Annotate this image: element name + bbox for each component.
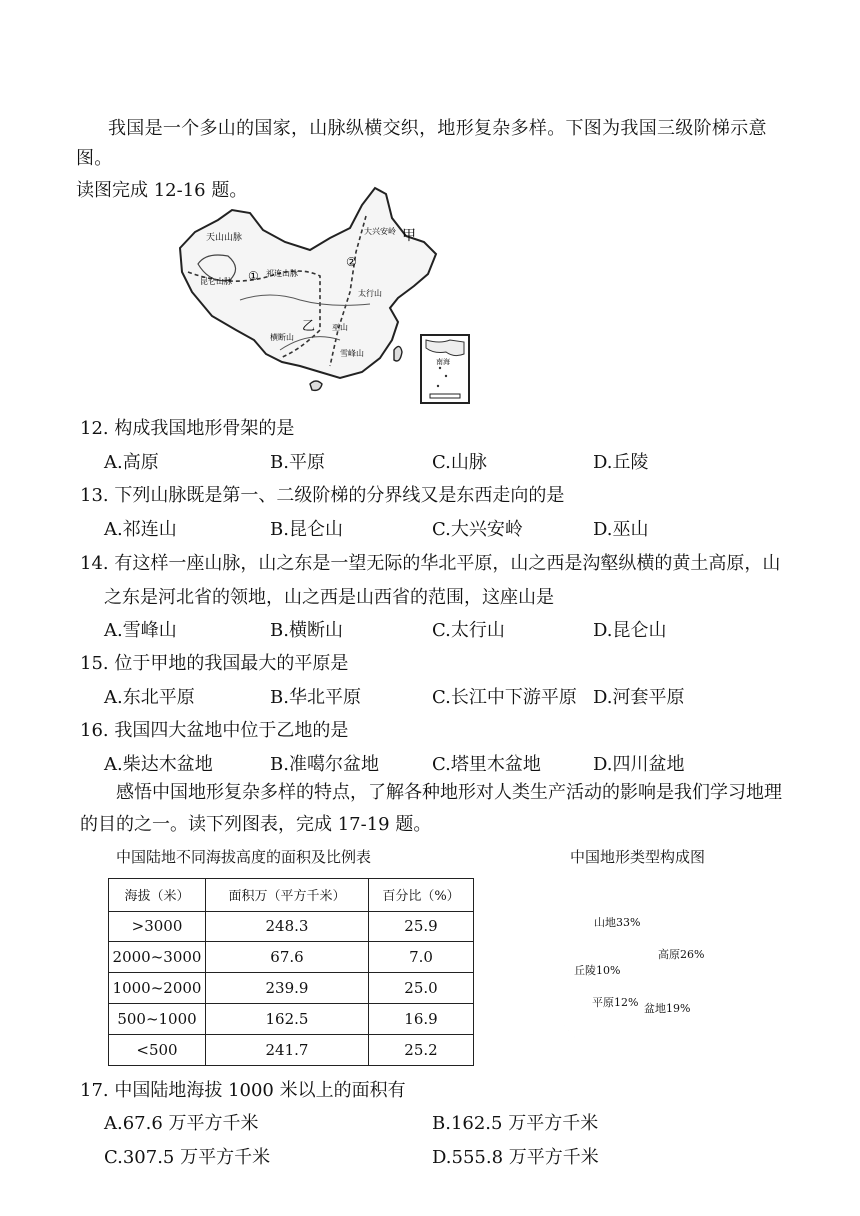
table-cell-percent: 25.9: [369, 911, 474, 942]
terrain-pie-chart: [540, 890, 770, 1060]
inset-label-nanhai: 南海: [436, 358, 450, 366]
table-row: [109, 942, 474, 973]
q16-option-c[interactable]: C.塔里木盆地: [432, 754, 541, 775]
intro-line-2: 读图完成 12-16 题。: [76, 180, 248, 201]
q14-option-d[interactable]: D.昆仑山: [593, 620, 667, 641]
table-cell-percent: 25.0: [369, 973, 474, 1004]
table-cell-percent: 7.0: [369, 942, 474, 973]
intro-line-1: 我国是一个多山的国家，山脉纵横交织，地形复杂多样。下图为我国三级阶梯示意图。: [76, 118, 767, 169]
pie-label-plain: 平原12%: [592, 996, 639, 1009]
table-row: [109, 973, 474, 1004]
pie-label-basin: 盆地19%: [644, 1002, 691, 1015]
table-header-area: 面积万（平方千米）: [206, 879, 369, 912]
q15-option-b[interactable]: B.华北平原: [270, 687, 361, 708]
map-label-qilian: 祁连山脉: [266, 269, 298, 278]
q17-option-a[interactable]: A.67.6 万平方千米: [104, 1113, 259, 1134]
question-15-stem: 15. 位于甲地的我国最大的平原是: [80, 653, 349, 674]
map-label-xuefeng: 雪峰山: [340, 349, 364, 358]
q15-option-c[interactable]: C.长江中下游平原: [432, 687, 577, 708]
table-cell-area: 248.3: [206, 911, 369, 942]
q12-option-d[interactable]: D.丘陵: [593, 452, 649, 473]
intro2-line-2: 的目的之一。读下列图表，完成 17-19 题。: [80, 814, 432, 835]
table-cell-altitude: 500~1000: [109, 1004, 206, 1035]
map-label-hengduan: 横断山: [270, 333, 294, 342]
q12-option-b[interactable]: B.平原: [270, 452, 325, 473]
table-title: 中国陆地不同海拔高度的面积及比例表: [116, 848, 372, 866]
table-cell-area: 67.6: [206, 942, 369, 973]
map-label-taihang: 太行山: [358, 289, 382, 298]
intro2-line-1: 感悟中国地形复杂多样的特点，了解各种地形对人类生产活动的影响是我们学习地理: [116, 782, 782, 803]
q16-option-b[interactable]: B.准噶尔盆地: [270, 754, 379, 775]
map-label-daxing: 大兴安岭: [364, 227, 396, 236]
pie-chart-title: 中国地形类型构成图: [570, 848, 706, 866]
inset-island: [437, 385, 439, 387]
q14-option-b[interactable]: B.横断山: [270, 620, 343, 641]
map-marker-2: ②: [346, 255, 357, 269]
q15-option-a[interactable]: A.东北平原: [104, 687, 195, 708]
inset-island: [445, 375, 447, 377]
question-17-stem: 17. 中国陆地海拔 1000 米以上的面积有: [80, 1080, 406, 1101]
taiwan-island: [394, 346, 402, 361]
question-16-stem: 16. 我国四大盆地中位于乙地的是: [80, 720, 349, 741]
table-cell-area: 241.7: [206, 1035, 369, 1066]
table-row: [109, 1004, 474, 1035]
intro-paragraph-2: [80, 778, 800, 840]
table-header-row: [109, 879, 474, 912]
table-header-percent: 百分比（%）: [369, 879, 474, 912]
table-cell-percent: 25.2: [369, 1035, 474, 1066]
pie-label-plateau: 高原26%: [658, 948, 705, 961]
question-13-stem: 13. 下列山脉既是第一、二级阶梯的分界线又是东西走向的是: [80, 485, 565, 506]
question-14-stem-line-1: 14. 有这样一座山脉，山之东是一望无际的华北平原，山之西是沟壑纵横的黄土高原，山: [80, 553, 781, 574]
table-cell-percent: 16.9: [369, 1004, 474, 1035]
q14-option-a[interactable]: A.雪峰山: [104, 620, 177, 641]
question-14-stem-line-2: 之东是河北省的领地，山之西是山西省的范围，这座山是: [104, 587, 554, 608]
map-label-kunlun: 昆仑山脉: [200, 277, 232, 286]
table-cell-altitude: 2000~3000: [109, 942, 206, 973]
hainan-island: [310, 381, 322, 390]
q17-option-c[interactable]: C.307.5 万平方千米: [104, 1147, 271, 1168]
table-cell-altitude: <500: [109, 1035, 206, 1066]
question-12-stem: 12. 构成我国地形骨架的是: [80, 418, 295, 439]
map-marker-1: ①: [248, 269, 259, 283]
q16-option-a[interactable]: A.柴达木盆地: [104, 754, 213, 775]
q13-option-a[interactable]: A.祁连山: [104, 519, 177, 540]
table-header-altitude: 海拔（米）: [109, 879, 206, 912]
pie-label-mountain: 山地33%: [594, 916, 641, 929]
table-row: [109, 1035, 474, 1066]
south-sea-inset: [420, 334, 470, 404]
table-cell-area: 239.9: [206, 973, 369, 1004]
q17-option-d[interactable]: D.555.8 万平方千米: [432, 1147, 599, 1168]
map-label-jia: 甲: [402, 228, 416, 244]
q15-option-d[interactable]: D.河套平原: [593, 687, 685, 708]
q17-option-b[interactable]: B.162.5 万平方千米: [432, 1113, 599, 1134]
table-cell-altitude: >3000: [109, 911, 206, 942]
map-label-yi: 乙: [302, 319, 316, 334]
q12-option-a[interactable]: A.高原: [104, 452, 159, 473]
inset-island: [439, 367, 441, 369]
table-cell-altitude: 1000~2000: [109, 973, 206, 1004]
map-label-wushan: 巫山: [332, 323, 348, 332]
altitude-area-table: [108, 878, 474, 1066]
table-cell-area: 162.5: [206, 1004, 369, 1035]
map-label-tianshan: 天山山脉: [206, 233, 243, 243]
q12-option-c[interactable]: C.山脉: [432, 452, 487, 473]
q14-option-c[interactable]: C.太行山: [432, 620, 505, 641]
q13-option-c[interactable]: C.大兴安岭: [432, 519, 523, 540]
table-row: [109, 911, 474, 942]
pie-label-hill: 丘陵10%: [574, 964, 621, 977]
q13-option-d[interactable]: D.巫山: [593, 519, 649, 540]
q13-option-b[interactable]: B.昆仑山: [270, 519, 343, 540]
q16-option-d[interactable]: D.四川盆地: [593, 754, 685, 775]
